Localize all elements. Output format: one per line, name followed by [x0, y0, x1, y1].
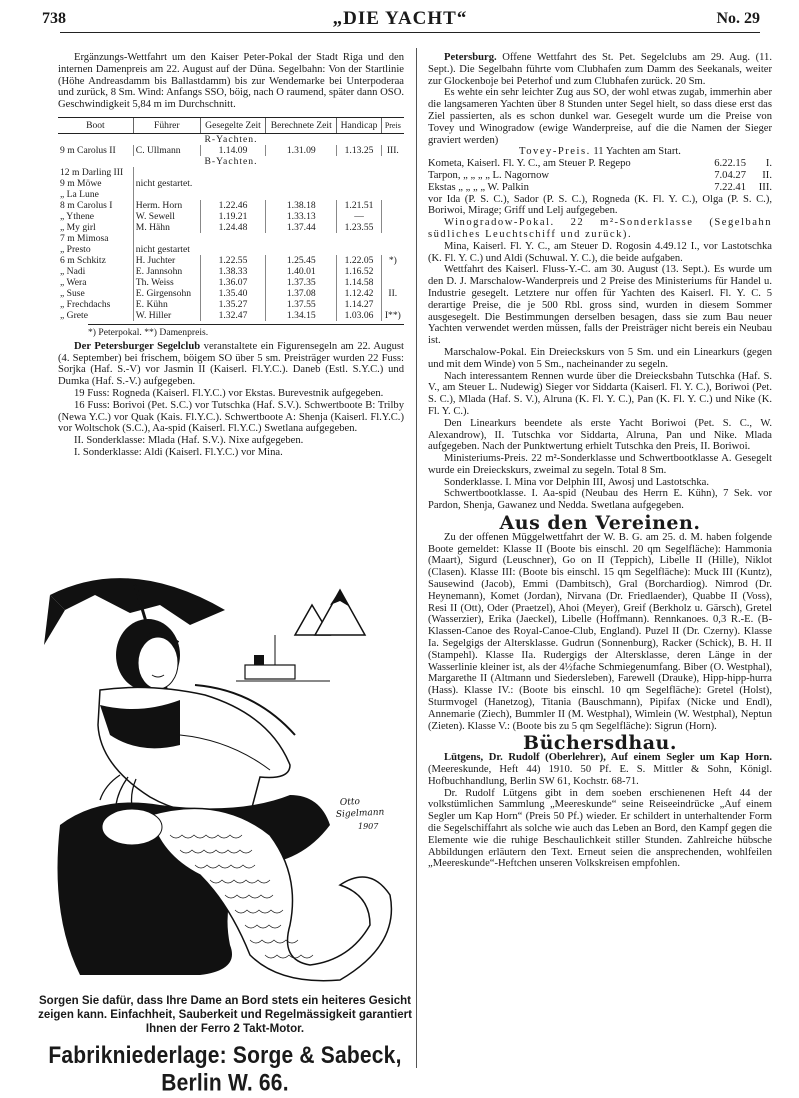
petersburg-lead: Petersburg.: [444, 52, 497, 63]
table-cell: 1.37.35: [266, 277, 337, 288]
buecher-entry: [428, 752, 772, 787]
page-number: 738: [42, 10, 66, 27]
table-cell: nicht gestartet.: [133, 178, 404, 189]
class-label: B-Yachten.: [204, 155, 258, 167]
tovey-place: I.: [765, 158, 772, 170]
table-row: [58, 255, 404, 266]
tovey-place: III.: [758, 181, 772, 193]
mermaid-illustration: [40, 565, 412, 987]
tovey-row: [428, 158, 772, 170]
tovey-results: [428, 158, 772, 193]
tovey-row: [428, 182, 772, 194]
advertisement-illustration: [40, 565, 412, 987]
table-cell: W. Sewell: [133, 211, 200, 222]
tovey-time: 7.04.27: [714, 169, 746, 181]
vereine-heading: Aus den Vereinen.: [499, 512, 701, 535]
tovey-time: 7.22.41: [714, 181, 746, 193]
table-row: [58, 288, 404, 299]
buecher-heading: Büchersdhau.: [523, 732, 677, 755]
table-cell: [133, 233, 404, 244]
marschalow-paragraph: Marschalow-Pokal. Ein Dreieckskurs von 5 Sm. und ein Linearkurs (gegen und mit dem Winde) von 5 Sm., nacheinander zu segeln.: [428, 346, 772, 370]
table-row: [58, 266, 404, 277]
table-cell: 1.14.09: [200, 145, 265, 156]
schwertboot-paragraph: Schwertbootklasse. I. Aa-spid (Neubau des Herrn E. Kühn), 7 Sek. vor Pardon, Shenja, Gawanez und Nedda. Swetlana aufgegeben.: [428, 488, 772, 512]
wind-paragraph: Es wehte ein sehr leichter Zug aus SO, der wohl etwas zugab, immerhin aber die langsameren Yachten über 8 Stunden unter Segel hielt, so dass diese erst das Ziel passierten, als es schon dunkel war. Gesegelt wurde um die Preise von Tovey und Winogradow (ewige Wanderpreise, auf die die Namen der Sieger graviert werden): [428, 87, 772, 146]
tovey-subtitle: 11 Yachten am Start.: [593, 146, 681, 158]
table-cell: 1.13.25: [337, 145, 381, 156]
journal-title: „DIE YACHT“: [332, 8, 468, 29]
tovey-title: Tovey-Preis.: [519, 146, 591, 158]
svg-text:Sigelmann: Sigelmann: [335, 807, 385, 820]
table-cell: 1.37.08: [266, 288, 337, 299]
club-name: Der Petersburger Segelclub: [74, 340, 201, 352]
vereine-paragraph: Zu der offenen Müggelwettfahrt der W. B. G. am 25. d. M. haben folgende Boote gemeldet: Klasse II (Boote bis einschl. 20 qm Segelfläche): Hammonia (Maart), Sigurd (Leuschner), Go on II (Teppich), Libelle II (Hille), Niklot (Clasen). Klasse III: (Boote bis einschl. 15 qm Segelfläche): Muck III (Kuntz), Sausewind (Jacob), Emmi (Dambitsch), Gral (Borchardiog). Nimrod (Dr. Heynemann), Komet (Jordan), Nirvana (Dr. Friedlaender), Quabbe II (Voss), Resi II (Ott), Oder (Praetzel), Ahoi (Meyer), Greif (Berkholz u. Gärsch), Gretel (Wasserzier), Erika (Jaeckel), Libelle (Hoffmann). Rennkanoes. 0,3 R.-E. (B-Klassen-Canoe des Royal-Canoe-Club, England). Puzel II (Dr. Czerny). Klasse Ia. Segelgigs der Altersklasse. Gudrun (Sonnenburg), Racker (Schick), B. H. II (Stampehl). Klasse IIa. Rudergigs der Altersklasse, deren Länge in der Wasserlinie kleiner ist, als der 4½fache Schmiegenumfang. Biber (O. Westphal), Margarethe II (Altmann und Siedersleben), Farewell (Drauke), Hipp-hipp-hurra (Hass). Klasse IV.: (Boote bis einschl. 10 qm Segelfläche): Gretel (Holst), Sturmvogel (Hanetzog), Titania (Bauschmann), Pipifax (Nicke und Endl), Annemarie (Ziech), Bummler II (M. Westphal), Wimlein (W. Westphal), Neptun (Zieten). Klasse V.: (Boote bis zu 5 qm Segelfläche): Sigrun (Horn).: [428, 531, 772, 732]
table-cell: 1.31.09: [266, 145, 337, 156]
table-row: [58, 244, 404, 255]
tovey-entry: Tarpon, „ „ „ „ L. Nagornow: [428, 169, 550, 181]
col-header-gesegelt: Gesegelte Zeit: [200, 117, 265, 133]
tovey-heading: [428, 146, 772, 158]
table-cell: 1.14.58: [337, 277, 381, 288]
page-header: [40, 6, 760, 30]
table-cell: Th. Weiss: [133, 277, 200, 288]
svg-text:1907: 1907: [358, 822, 379, 831]
petersburg-text: Offene Wettfahrt des St. Pet. Segelclubs am 29. Aug. (11. Sept.). Die Segelbahn führte vom Clubhafen zum Damm des Seekanals, weiter zur Glockenboje bei Peterhof und zum Clubhafen zurück. 20 Sm.: [428, 52, 772, 87]
ad-slogan: Sorgen Sie dafür, dass Ihre Dame an Bord stets ein heiteres Gesicht zeigen kann. Einfachheit, Sauberkeit und Regelmässigkeit garantiert Ihnen der Ferro 2 Takt-Motor.: [38, 995, 412, 1035]
column-divider: [416, 48, 417, 1068]
table-row: [58, 200, 404, 211]
buecher-publisher: (Meereskunde, Heft 44) 1910. 50 Pf. E. S. Mittler & Sohn, Königl. Hofbuchhandlung, Berlin SW 61, Kochstr. 68-71.: [428, 764, 772, 787]
table-cell: 1.38.18: [266, 200, 337, 211]
table-row: [58, 178, 404, 189]
table-cell: „ Nadi: [60, 265, 86, 277]
table-cell: 1.40.01: [266, 266, 337, 277]
left-column: [58, 52, 404, 459]
tovey-after: vor Ida (P. S. C.), Sador (P. S. C.), Rogneda (K. Fl. Y. C.), Olga (P. S. C.), Boriwoi, Mirage; Griff und Lelj aufgegeben.: [428, 193, 772, 217]
table-row: [58, 189, 404, 200]
col-header-preis: Preis: [381, 117, 404, 133]
table-cell: „ Ythene: [60, 210, 95, 222]
table-cell: W. Hiller: [133, 310, 200, 321]
rogneda-paragraph: 19 Fuss: Rogneda (Kaiserl. Fl.Y.C.) vor Ekstas. Burevestnik aufgegeben.: [74, 387, 384, 399]
tovey-time: 6.22.15: [714, 158, 746, 170]
table-cell: 1.38.33: [200, 266, 265, 277]
table-cell: 1.24.48: [200, 222, 265, 233]
col-header-boot: Boot: [58, 117, 133, 133]
table-cell: E. Kühn: [133, 299, 200, 310]
sonderklasse-paragraph: Sonderklasse. I. Mina vor Delphin III, Awosj und Lastotschka.: [444, 476, 710, 488]
table-cell: 1.22.46: [200, 200, 265, 211]
tovey-entry: Ekstas „ „ „ „ W. Palkin: [428, 181, 529, 193]
linearkurs-paragraph: Den Linearkurs beendete als erste Yacht Boriwoi (Pet. S. C., W. Alexandrow), II. Tutschka vor Siddarta, Alruna, Pan und Nike. Mlada aufgegeben. Nach der Punktwertung erhielt Tutschka den Preis, II. Boriwoi.: [428, 417, 772, 453]
club-text: veranstaltete ein Figurensegeln am 22. August (4. September) bei frischem, böigem SO über 5 sm. Preisträger wurden 22 Fuss: Sorjka (Haf. S.-V) vor Jasmin II (Kaiserl. Fl.Y.C.). Daneb (Estl. S.Y.C.) und Dumka (Haf. S.-V.) aufgegeben.: [58, 340, 404, 388]
buecher-review: Dr. Rudolf Lütgens gibt in dem soeben erschienenen Heft 44 der volkstümlichen Sammlung „Meereskunde“ seine Reiseeindrücke „Auf einem Segler um Kap Horn“ (Preis 50 Pf.) wieder. Er schildert in unterhaltender Form die Segelschiffahrt als solche wie auch das Leben an Bord, den Kampf gegen die Elemente wie die ruhige Beschaulichkeit stiller Stunden. Zahlreiche hübsche Abbildungen erläutern den Text. Erneut seien die ansprechenden, wohlfeilen „Meereskunde“-Heftchen unseren Volkskreisen empfohlen.: [428, 787, 772, 870]
table-cell: 8 m Carolus I: [60, 199, 113, 211]
table-cell: 1.36.07: [200, 277, 265, 288]
table-cell: 1.19.21: [200, 211, 265, 222]
class-row: [58, 156, 404, 167]
table-cell: 1.37.44: [266, 222, 337, 233]
table-cell: [381, 200, 404, 211]
table-cell: 1.34.15: [266, 310, 337, 321]
table-cell: E. Jannsohn: [133, 266, 200, 277]
intro-paragraph: Ergänzungs-Wettfahrt um den Kaiser Peter-Pokal der Stadt Riga und den internen Damenpreis am 22. August auf der Düna. Segelbahn: Von der Startlinie (Höhe Andreasdamm bis Ballastdamm) bis zur Wendemarke bei Unterpoderaa und zurück, 8 Sm. Wind: Anfangs SSO, böig, nach O raumend, später dann OSO. Geschwindigkeit 5,84 m im Durchschnitt.: [58, 52, 404, 111]
wettfahrt-paragraph: Wettfahrt des Kaiserl. Fluss-Y.-C. am 30. August (13. Sept.). Es wurde um den D. J. Marschalow-Wanderpreis und 2 Preise des Ministeriums für Handel u. Industrie gesegelt. Letztere nur offen für Yachten des Kaiserl. Fl. Y. C. 5 derartige Preise, die je 500 Rbl. gross sind, wurden in diesem Sommer ausgesegelt. Die Bestimmungen derselben besagen, dass sie zum Bau neuer Yachten verwendet werden müssen, falls der Preisträger nicht bereis ein Neubau ist.: [428, 264, 772, 347]
table-row: [58, 299, 404, 310]
tovey-entry: Kometa, Kaiserl. Fl. Y. C., am Steuer P. Regepo: [428, 158, 631, 170]
table-cell: 7 m Mimosa: [60, 232, 109, 244]
table-cell: [133, 189, 404, 200]
table-cell: 1.22.05: [337, 255, 381, 266]
table-cell: „ Grete: [60, 309, 88, 321]
right-column: [428, 52, 772, 870]
table-cell: [381, 299, 404, 310]
winogradow-paragraph: Winogradow-Pokal. 22 m²-Sonderklasse (Segelbahn südliches Leuchtschiff und zurück).: [428, 217, 772, 240]
table-cell: *): [381, 255, 404, 266]
table-cell: M. Hähn: [133, 222, 200, 233]
table-cell: H. Juchter: [133, 255, 200, 266]
col-header-fuehrer: Führer: [133, 117, 200, 133]
table-cell: C. Ullmann: [133, 145, 200, 156]
mina-paragraph: Mina, Kaiserl. Fl. Y. C., am Steuer D. Rogosin 4.49.12 I., vor Lastotschka (K. Fl. Y. C.) und Aldi (Schuwal. Y. C.), die beide aufgaben.: [428, 240, 772, 264]
tovey-row: [428, 170, 772, 182]
table-row: [58, 211, 404, 222]
table-cell: [381, 277, 404, 288]
svg-text:Otto: Otto: [339, 796, 361, 808]
table-row: [58, 167, 404, 178]
table-cell: 9 m Carolus II: [60, 144, 116, 156]
table-cell: I**): [381, 310, 404, 321]
table-cell: „ Presto: [60, 243, 91, 255]
table-row: [58, 277, 404, 288]
table-cell: 1.37.55: [266, 299, 337, 310]
table-cell: 1.21.51: [337, 200, 381, 211]
table-cell: 1.12.42: [337, 288, 381, 299]
sonder-ii-paragraph: II. Sonderklasse: Mlada (Haf. S.V.). Nixe aufgegeben.: [74, 435, 304, 447]
table-cell: 9 m Möwe: [60, 177, 102, 189]
table-cell: [381, 222, 404, 233]
table-cell: „ Wera: [60, 276, 87, 288]
table-cell: E. Girgensohn: [133, 288, 200, 299]
table-cell: —: [337, 211, 381, 222]
table-row: [58, 145, 404, 156]
table-cell: 1.16.52: [337, 266, 381, 277]
issue-number: No. 29: [716, 10, 760, 27]
col-header-handicap: Handicap: [337, 117, 381, 133]
class-row: [58, 133, 404, 145]
table-cell: 1.23.55: [337, 222, 381, 233]
table-cell: III.: [381, 145, 404, 156]
table-cell: 1.22.55: [200, 255, 265, 266]
tovey-place: II.: [762, 169, 772, 181]
table-cell: [133, 167, 404, 178]
table-cell: „ Suse: [60, 287, 85, 299]
table-cell: 1.32.47: [200, 310, 265, 321]
table-cell: 1.35.40: [200, 288, 265, 299]
table-cell: 12 m Darling III: [60, 166, 124, 178]
table-footnote: *) Peterpokal. **) Damenpreis.: [88, 324, 404, 339]
header-rule: [60, 32, 760, 33]
table-cell: 1.03.06: [337, 310, 381, 321]
rennen-paragraph: Nach interessantem Rennen wurde über die Dreiecksbahn Tutschka (Haf. S. V., am Steuer L. Nudewig) Sieger vor Siddarta (Kaiserl. Fl. Y. C.), Boriwoi (Pet. S. C.), Mlada (Haf. S. V.), Alruna (K. Fl. Y. C.), Pan (K. Fl. Y. C.) und Nike (K. Fl. Y. C.).: [428, 370, 772, 417]
table-cell: 1.14.27: [337, 299, 381, 310]
borivoi-paragraph: 16 Fuss: Borivoi (Pet. S.C.) vor Tutschka (Haf. S.V.). Schwertboote B: Trilby (Newa Y.C.) vor Quak (Kais. Fl.Y.C.). Schwertboote A: Shenja (Kaiserl. Fl.Y.C.) vor Woltschok (S.C.), Aa-spid (Kaiserl. Fl.Y.C.) Swetlana aufgegeben.: [58, 399, 404, 435]
table-cell: [381, 211, 404, 222]
table-cell: Herm. Horn: [133, 200, 200, 211]
results-table: [58, 117, 404, 321]
table-cell: 6 m Schkitz: [60, 254, 106, 266]
ad-footer: Fabrikniederlage: Sorge & Sabeck, Berlin W. 66.: [48, 1042, 402, 1097]
table-cell: „ La Lune: [60, 188, 99, 200]
table-row: [58, 233, 404, 244]
petersburg-paragraph: [428, 52, 772, 87]
petersburger-paragraph: [58, 341, 404, 388]
sonder-i-paragraph: I. Sonderklasse: Aldi (Kaiserl. Fl.Y.C.) vor Mina.: [74, 446, 283, 458]
table-cell: „ Frechdachs: [60, 298, 111, 310]
buecher-lead: Lütgens, Dr. Rudolf (Oberlehrer), Auf einem Segler um Kap Horn.: [444, 752, 772, 764]
table-cell: [381, 266, 404, 277]
class-label: R-Yachten.: [204, 133, 258, 145]
table-cell: „ My girl: [60, 221, 96, 233]
table-cell: 1.33.13: [266, 211, 337, 222]
table-cell: II.: [381, 288, 404, 299]
table-row: [58, 310, 404, 321]
table-cell: 1.35.27: [200, 299, 265, 310]
table-row: [58, 222, 404, 233]
col-header-berechnet: Berechnete Zeit: [266, 117, 337, 133]
ministerium-paragraph: Ministeriums-Preis. 22 m²-Sonderklasse und Schwertbootklasse A. Gesegelt wurde ein Dreieckskurs, zweimal zu segeln. Total 8 Sm.: [428, 453, 772, 476]
table-cell: 1.25.45: [266, 255, 337, 266]
table-cell: nicht gestartet: [133, 244, 404, 255]
